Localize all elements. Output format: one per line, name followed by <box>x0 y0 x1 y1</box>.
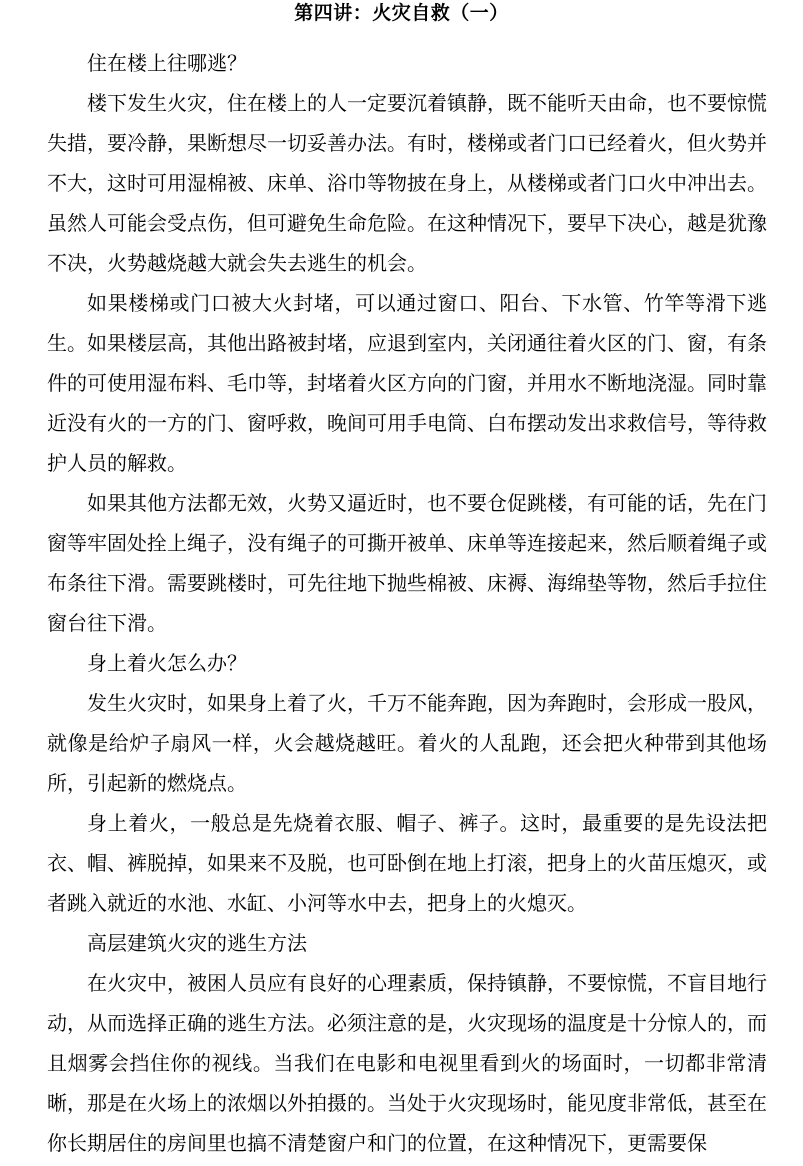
section-heading-upstairs-escape: 住在楼上往哪逃？ <box>87 51 247 75</box>
page-title: 第四讲：火灾自救（一） <box>294 2 509 24</box>
section-heading-body-on-fire: 身上着火怎么办？ <box>87 651 247 675</box>
paragraph: 发生火灾时，如果身上着了火，千万不能奔跑，因为奔跑时，会形成一股风，就像是给炉子扇风一样，火会越烧越旺。着火的人乱跑，还会把火种带到其他场所，引起新的燃烧点。 <box>47 691 767 795</box>
paragraph: 如果其他方法都无效，火势又逼近时，也不要仓促跳楼，有可能的话，先在门窗等牢固处拴上绳子，没有绳子的可撕开被单、床单等连接起来，然后顺着绳子或布条往下滑。需要跳楼时，可先往地下抛些棉被、床褥、海绵垫等物，然后手拉住窗台往下滑。 <box>47 491 767 635</box>
document-body <box>47 43 767 1163</box>
paragraph: 身上着火，一般总是先烧着衣服、帽子、裤子。这时，最重要的是先设法把衣、帽、裤脱掉，如果来不及脱，也可卧倒在地上打滚，把身上的火苗压熄灭，或者跳入就近的水池、水缸、小河等水中去，把身上的火熄灭。 <box>47 811 767 915</box>
paragraph: 楼下发生火灾，住在楼上的人一定要沉着镇静，既不能听天由命，也不要惊慌失措，要冷静，果断想尽一切妥善办法。有时，楼梯或者门口已经着火，但火势并不大，这时可用湿棉被、床单、浴巾等物披在身上，从楼梯或者门口火中冲出去。虽然人可能会受点伤，但可避免生命危险。在这种情况下，要早下决心，越是犹豫不决，火势越烧越大就会失去逃生的机会。 <box>47 91 767 275</box>
paragraph: 在火灾中，被困人员应有良好的心理素质，保持镇静，不要惊慌，不盲目地行动，从而选择正确的逃生方法。必须注意的是，火灾现场的温度是十分惊人的，而且烟雾会挡住你的视线。当我们在电影和电视里看到火的场面时，一切都非常清晰，那是在火场上的浓烟以外拍摄的。当处于火灾现场时，能见度非常低，甚至在你长期居住的房间里也搞不清楚窗户和门的位置，在这种情况下，更需要保 <box>47 971 767 1155</box>
section-heading-highrise-escape: 高层建筑火灾的逃生方法 <box>87 931 307 955</box>
paragraph: 如果楼梯或门口被大火封堵，可以通过窗口、阳台、下水管、竹竿等滑下逃生。如果楼层高，其他出路被封堵，应退到室内，关闭通往着火区的门、窗，有条件的可使用湿布料、毛巾等，封堵着火区方向的门窗，并用水不断地浇湿。同时靠近没有火的一方的门、窗呼救，晚间可用手电筒、白布摆动发出求救信号，等待救护人员的解救。 <box>47 291 767 475</box>
